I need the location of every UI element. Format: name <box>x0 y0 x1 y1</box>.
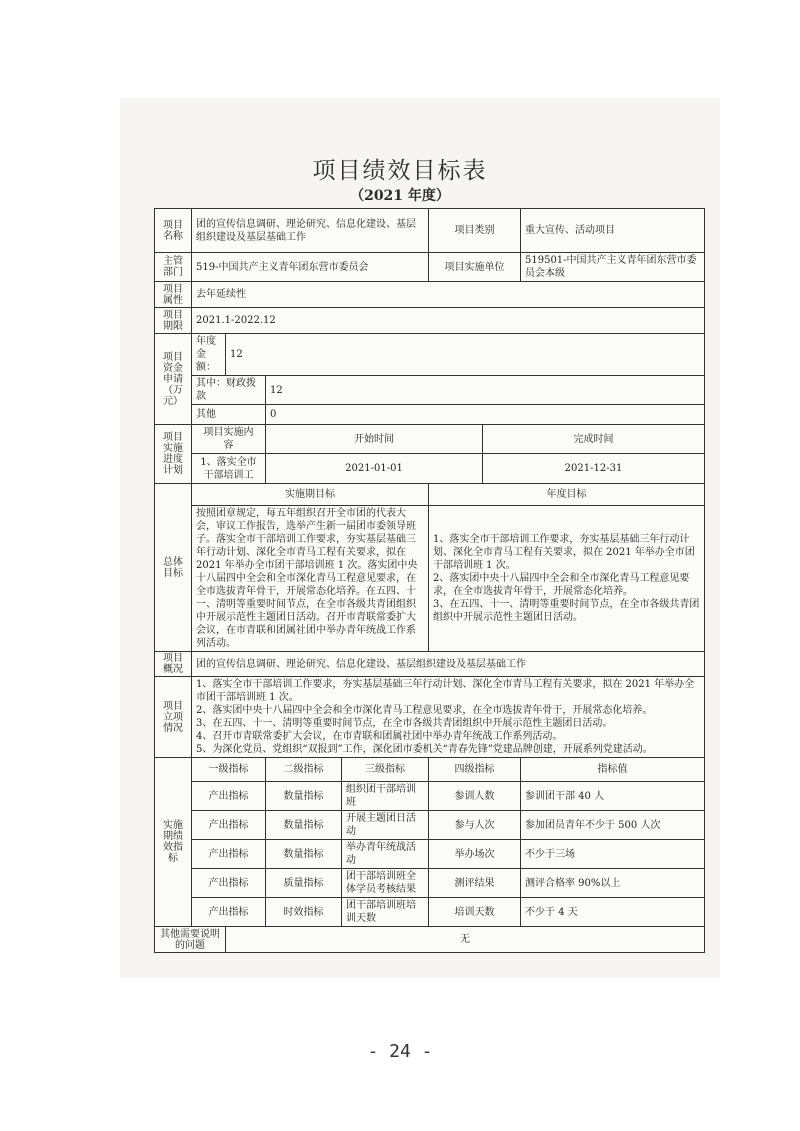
row-overview <box>155 652 705 677</box>
fund-fiscal: 12 <box>266 376 705 405</box>
indicator-level1: 产出指标 <box>192 869 266 898</box>
table-row <box>155 811 705 840</box>
row-progress-header <box>155 425 705 454</box>
indicator-header-level3: 三级指标 <box>342 758 429 782</box>
fund-fiscal-label: 其中：财政拨 款 <box>192 376 266 405</box>
indicator-level4: 举办场次 <box>429 840 521 869</box>
impl-unit-label: 项目实施单位 <box>429 253 521 282</box>
page-subtitle: （2021 年度） <box>350 188 450 204</box>
fund-other: 0 <box>266 405 705 425</box>
row-fund-annual <box>155 334 705 376</box>
progress-header-end: 完成时间 <box>483 425 705 454</box>
indicator-value: 不少于 4 天 <box>521 898 705 927</box>
indicator-header-level4: 四级指标 <box>429 758 521 782</box>
indicator-level3: 组织团干部培训班 <box>342 782 429 811</box>
indicator-level1: 产出指标 <box>192 782 266 811</box>
indicator-level1: 产出指标 <box>192 898 266 927</box>
table-row <box>155 782 705 811</box>
indicator-level4: 参训人数 <box>429 782 521 811</box>
indicator-header-level1: 一级指标 <box>192 758 266 782</box>
table-row <box>155 840 705 869</box>
overall-annual-target: 1、落实全市干部培训工作要求，夯实基层基础三年行动计划、深化全市青马工程有关要求，拟在 2021 年举办全市团干部培训班 1 次。 2、落实团中央十八届四中全会和全市深化青马工程意见要求，在全市选拔青年骨干，开展常态化培养。 3、在五四、十一、清明等重要时间节点，在全市各级共青团组织中开展示范性主题团日活动。 <box>429 506 705 652</box>
row-dept <box>155 253 705 282</box>
page-title: 项目绩效目标表 <box>312 158 488 184</box>
page-number: - 24 - <box>367 1041 433 1062</box>
project-name: 团的宣传信息调研、理论研究、信息化建设、基层组织建设及基层基础工作 <box>192 209 429 253</box>
performance-target-table <box>154 208 705 953</box>
progress-header-content: 项目实施内 容 <box>192 425 266 454</box>
indicator-level4: 参与人次 <box>429 811 521 840</box>
fund-other-label: 其他 <box>192 405 266 425</box>
row-overall-header <box>155 484 705 506</box>
row-period <box>155 308 705 334</box>
progress-label: 项目 实施 进度 计划 <box>155 425 192 484</box>
indicator-level4: 培训天数 <box>429 898 521 927</box>
indicator-level2: 时效指标 <box>266 898 342 927</box>
indicator-value: 不少于三场 <box>521 840 705 869</box>
overall-label: 总体 目标 <box>155 484 192 652</box>
fund-annual-label: 年度 金额： <box>192 334 226 376</box>
indicator-level4: 测评结果 <box>429 869 521 898</box>
attribute: 去年延续性 <box>192 282 705 308</box>
other-label: 其他需要说明 的问题 <box>155 927 226 953</box>
indicator-level3: 团干部培训班全体学员考核结果 <box>342 869 429 898</box>
indicator-level2: 数量指标 <box>266 840 342 869</box>
row-other <box>155 927 705 953</box>
overall-period-target: 按照团章规定，每五年组织召开全市团的代表大会，审议工作报告，选举产生新一届团市委领导班子。落实全市干部培训工作要求，夯实基层基础三年行动计划、深化全市青马工程有关要求，拟在 2021 年举办全市团干部培训班 1 次。落实团中央十八届四中全会和全市深化青马工程意见要求，在全市选拔青年骨干，开展常态化培养。在五四、十一、清明等重要时间节点，在全市各级共青团组织中开展示范性主题团日活动。召开市青联常委扩大会议，在市青联和团属社团中举办青年统战工作系列活动。 <box>192 506 429 652</box>
row-basis <box>155 677 705 758</box>
indicator-level3: 团干部培训班培训天数 <box>342 898 429 927</box>
indicator-value: 测评合格率 90%以上 <box>521 869 705 898</box>
row-project-name <box>155 209 705 253</box>
period: 2021.1-2022.12 <box>192 308 705 334</box>
indicator-level3: 举办青年统战活动 <box>342 840 429 869</box>
table-row <box>155 869 705 898</box>
indicator-level1: 产出指标 <box>192 811 266 840</box>
indicator-header-level2: 二级指标 <box>266 758 342 782</box>
row-attribute <box>155 282 705 308</box>
fund-annual: 12 <box>226 334 705 376</box>
indicator-level2: 质量指标 <box>266 869 342 898</box>
project-category-label: 项目类别 <box>429 209 521 253</box>
other: 无 <box>226 927 705 953</box>
row-progress-item <box>155 454 705 484</box>
fund-label: 项目 资金 申请 （万 元） <box>155 334 192 425</box>
attribute-label: 项目 属性 <box>155 282 192 308</box>
indicator-level2: 数量指标 <box>266 811 342 840</box>
indicator-value: 参训团干部 40 人 <box>521 782 705 811</box>
indicator-value: 参加团员青年不少于 500 人次 <box>521 811 705 840</box>
basis: 1、落实全市干部培训工作要求，夯实基层基础三年行动计划、深化全市青马工程有关要求，拟在 2021 年举办全市团干部培训班 1 次。 2、落实团中央十八届四中全会和全市深化青马工程意见要求，在全市选拔青年骨干，开展常态化培养。 3、在五四、十一、清明等重要时间节点，在全市各级共青团组织中开展示范性主题团日活动。 4、召开市青联常委扩大会议，在市青联和团属社团中举办青年统战工作系列活动。 5、为深化党员、党组织“双报到”工作，深化团市委机关“青春先锋”党建品牌创建，开展系列党建活动。 <box>192 677 705 758</box>
dept: 519-中国共产主义青年团东营市委员会 <box>192 253 429 282</box>
indicator-level3: 开展主题团日活动 <box>342 811 429 840</box>
project-category: 重大宣传、活动项目 <box>521 209 705 253</box>
overall-header-period: 实施期目标 <box>192 484 429 506</box>
overview-label: 项目 概况 <box>155 652 192 677</box>
overall-header-annual: 年度目标 <box>429 484 705 506</box>
progress-content: 1、落实全市 干部培训工 <box>192 454 266 484</box>
basis-label: 项目 立项 情况 <box>155 677 192 758</box>
row-fund-other <box>155 405 705 425</box>
row-indicator-header <box>155 758 705 782</box>
progress-start: 2021-01-01 <box>266 454 483 484</box>
period-label: 项目 期限 <box>155 308 192 334</box>
indicator-level1: 产出指标 <box>192 840 266 869</box>
project-name-label: 项目 名称 <box>155 209 192 253</box>
indicator-header-value: 指标值 <box>521 758 705 782</box>
dept-label: 主管 部门 <box>155 253 192 282</box>
progress-end: 2021-12-31 <box>483 454 705 484</box>
row-fund-fiscal <box>155 376 705 405</box>
progress-header-start: 开始时间 <box>266 425 483 454</box>
table-row <box>155 898 705 927</box>
indicators-label: 实施 期绩 效指 标 <box>155 758 192 927</box>
indicator-level2: 数量指标 <box>266 782 342 811</box>
row-overall-targets <box>155 506 705 652</box>
overview: 团的宣传信息调研、理论研究、信息化建设、基层组织建设及基层基础工作 <box>192 652 705 677</box>
impl-unit: 519501-中国共产主义青年团东营市委员会本级 <box>521 253 705 282</box>
